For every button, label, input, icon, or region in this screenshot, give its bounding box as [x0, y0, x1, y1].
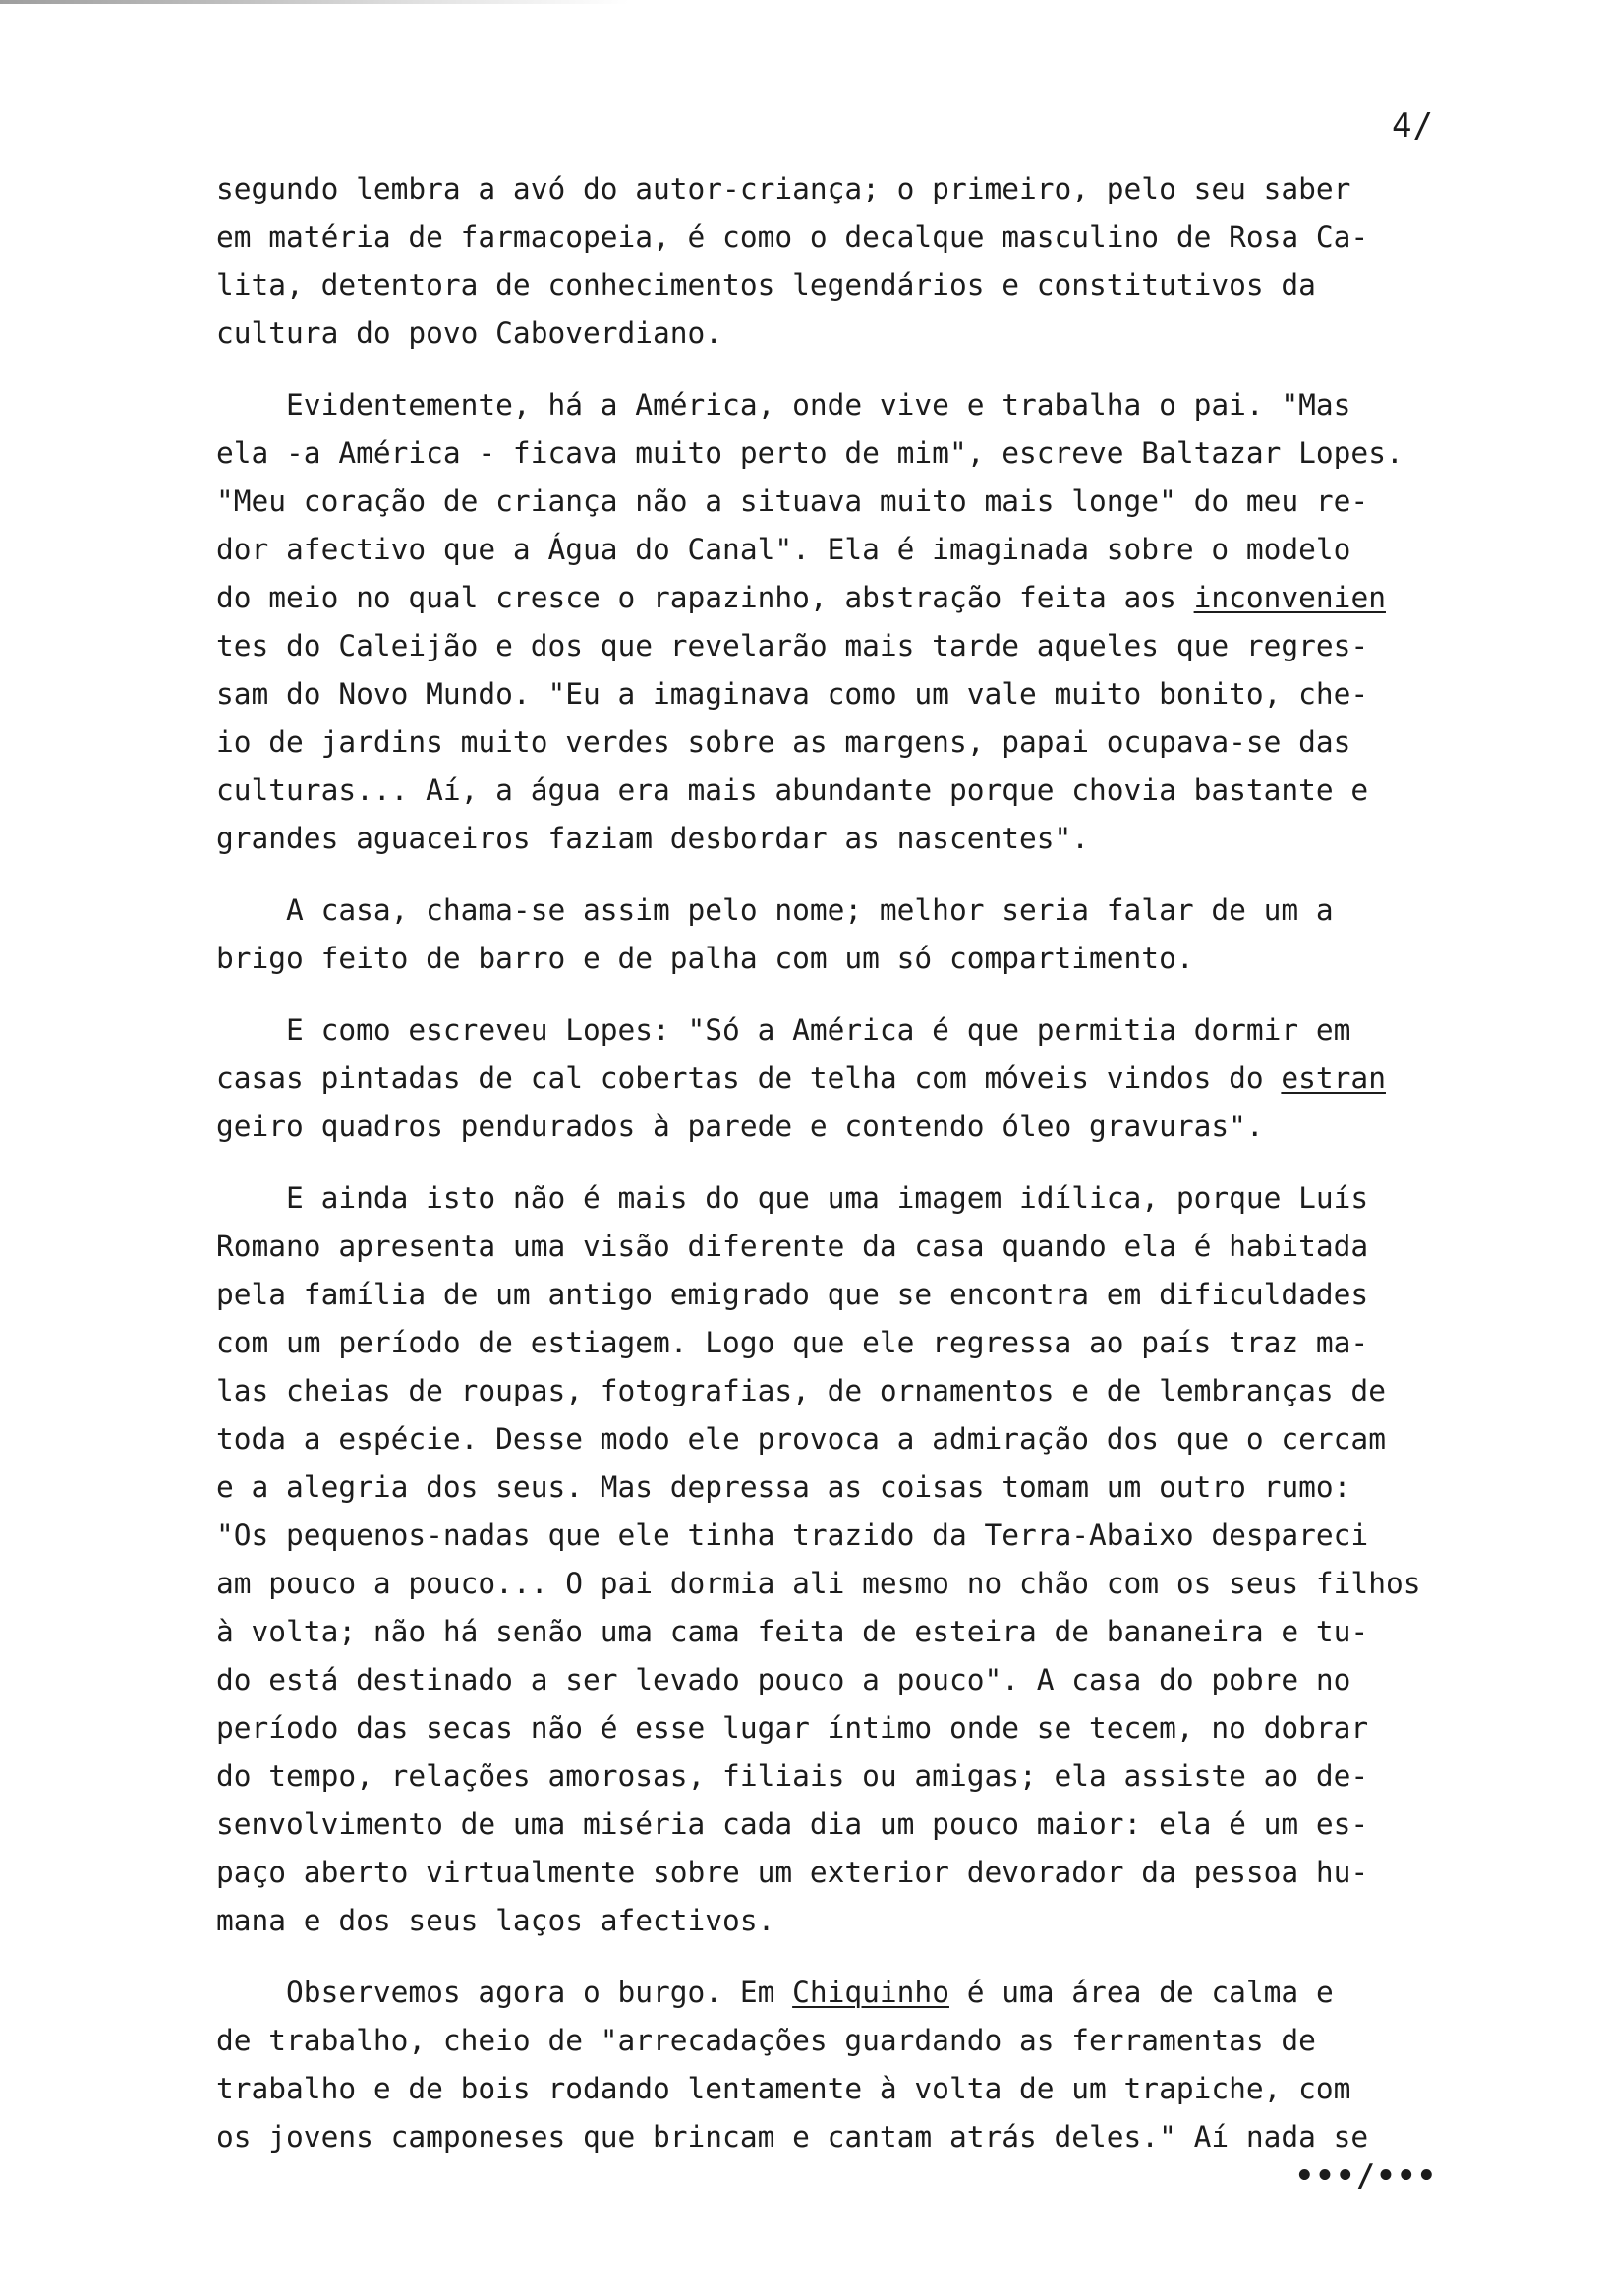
line-text: mana e dos seus laços afectivos.: [216, 1904, 775, 1937]
line-text: em matéria de farmacopeia, é como o decalque masculino de Rosa Ca-: [216, 220, 1369, 254]
line-text: é uma área de calma e: [948, 1976, 1334, 2009]
line-text: grandes aguaceiros faziam desbordar as nascentes".: [216, 822, 1090, 855]
line-text: e a alegria dos seus. Mas depressa as coisas tomam um outro rumo:: [216, 1470, 1351, 1504]
line-text: E como escreveu Lopes: "Só a América é que permitia dormir em: [216, 1013, 1351, 1047]
text-line: [216, 478, 1592, 526]
text-line: [216, 1271, 1592, 1319]
line-text: à volta; não há senão uma cama feita de esteira de bananeira e tu-: [216, 1615, 1369, 1648]
line-text: segundo lembra a avó do autor-criança; o primeiro, pelo seu saber: [216, 172, 1351, 205]
text-line: [216, 1704, 1592, 1752]
line-text: período das secas não é esse lugar íntimo onde se tecem, no dobrar: [216, 1711, 1369, 1745]
text-line: [216, 574, 1592, 622]
text-line: [216, 1969, 1592, 2017]
text-line: [216, 1175, 1592, 1223]
paragraph: [216, 165, 1592, 358]
text-line: [216, 430, 1592, 478]
line-text: culturas... Aí, a água era mais abundante porque chovia bastante e: [216, 774, 1369, 807]
text-line: [216, 1415, 1592, 1464]
text-line: [216, 1512, 1592, 1560]
text-line: [216, 381, 1592, 430]
text-line: [216, 622, 1592, 670]
text-line: [216, 1103, 1592, 1151]
line-text: am pouco a pouco... O pai dormia ali mesmo no chão com os seus filhos: [216, 1567, 1421, 1600]
paragraph: [216, 381, 1592, 863]
line-text: senvolvimento de uma miséria cada dia um pouco maior: ela é um es-: [216, 1808, 1369, 1841]
text-line: [216, 1560, 1592, 1608]
line-text: do meio no qual cresce o rapazinho, abstração feita aos: [216, 581, 1194, 614]
text-line: [216, 2017, 1592, 2065]
scan-edge-artifact: [0, 0, 629, 4]
line-text: Romano apresenta uma visão diferente da casa quando ela é habitada: [216, 1230, 1369, 1263]
underlined-text: estran: [1281, 1062, 1386, 1095]
line-text: paço aberto virtualmente sobre um exterior devorador da pessoa hu-: [216, 1856, 1369, 1889]
text-line: [216, 887, 1592, 935]
line-text: ela -a América - ficava muito perto de mim", escreve Baltazar Lopes.: [216, 436, 1404, 470]
line-text: A casa, chama-se assim pelo nome; melhor seria falar de um a: [216, 893, 1334, 927]
line-text: geiro quadros pendurados à parede e contendo óleo gravuras".: [216, 1110, 1264, 1143]
line-text: casas pintadas de cal cobertas de telha com móveis vindos do: [216, 1062, 1282, 1095]
text-line: [216, 1006, 1592, 1055]
text-line: [216, 670, 1592, 718]
page-number: 4/: [1392, 106, 1434, 145]
paragraph: [216, 1175, 1592, 1945]
line-text: do tempo, relações amorosas, filiais ou amigas; ela assiste ao de-: [216, 1759, 1369, 1793]
text-line: [216, 261, 1592, 310]
line-text: dor afectivo que a Água do Canal". Ela é imaginada sobre o modelo: [216, 533, 1351, 566]
text-line: [216, 1223, 1592, 1271]
text-line: [216, 1464, 1592, 1512]
text-line: [216, 526, 1592, 574]
line-text: sam do Novo Mundo. "Eu a imaginava como um vale muito bonito, che-: [216, 677, 1369, 711]
line-text: Observemos agora o burgo. Em: [216, 1976, 793, 2009]
text-line: [216, 1319, 1592, 1367]
text-line: [216, 1849, 1592, 1897]
line-text: de trabalho, cheio de "arrecadações guardando as ferramentas de: [216, 2024, 1316, 2057]
line-text: E ainda isto não é mais do que uma imagem idílica, porque Luís: [216, 1181, 1369, 1215]
line-text: brigo feito de barro e de palha com um só compartimento.: [216, 942, 1194, 975]
text-line: [216, 165, 1592, 213]
text-line: [216, 310, 1592, 358]
line-text: os jovens camponeses que brincam e cantam atrás deles." Aí nada se: [216, 2120, 1369, 2153]
line-text: lita, detentora de conhecimentos legendários e constitutivos da: [216, 268, 1316, 302]
text-line: [216, 2065, 1592, 2113]
text-line: [216, 1897, 1592, 1945]
text-line: [216, 1752, 1592, 1801]
text-line: [216, 213, 1592, 261]
line-text: io de jardins muito verdes sobre as margens, papai ocupava-se das: [216, 725, 1351, 759]
text-line: [216, 767, 1592, 815]
paragraph: [216, 887, 1592, 983]
text-line: [216, 1055, 1592, 1103]
underlined-text: inconvenien: [1193, 581, 1386, 614]
typewritten-body: [216, 165, 1592, 2185]
text-line: [216, 1801, 1592, 1849]
line-text: do está destinado a ser levado pouco a pouco". A casa do pobre no: [216, 1663, 1351, 1696]
line-text: toda a espécie. Desse modo ele provoca a admiração dos que o cercam: [216, 1422, 1386, 1456]
line-text: las cheias de roupas, fotografias, de ornamentos e de lembranças de: [216, 1374, 1386, 1407]
line-text: cultura do povo Caboverdiano.: [216, 316, 723, 350]
text-line: [216, 1608, 1592, 1656]
line-text: tes do Caleijão e dos que revelarão mais tarde aqueles que regres-: [216, 629, 1369, 662]
paragraph: [216, 1006, 1592, 1151]
text-line: [216, 1656, 1592, 1704]
text-line: [216, 935, 1592, 983]
text-line: [216, 815, 1592, 863]
paragraph: [216, 1969, 1592, 2161]
line-text: com um período de estiagem. Logo que ele regressa ao país traz ma-: [216, 1326, 1369, 1359]
line-text: pela família de um antigo emigrado que se encontra em dificuldades: [216, 1278, 1369, 1311]
underlined-text: Chiquinho: [792, 1976, 949, 2009]
line-text: Evidentemente, há a América, onde vive e trabalha o pai. "Mas: [216, 388, 1351, 422]
continuation-mark: •••/•••: [1295, 2158, 1438, 2194]
line-text: trabalho e de bois rodando lentamente à volta de um trapiche, com: [216, 2072, 1351, 2105]
line-text: "Meu coração de criança não a situava muito mais longe" do meu re-: [216, 485, 1369, 518]
line-text: "Os pequenos-nadas que ele tinha trazido da Terra-Abaixo despareci: [216, 1519, 1369, 1552]
text-line: [216, 2113, 1592, 2161]
text-line: [216, 718, 1592, 767]
text-line: [216, 1367, 1592, 1415]
